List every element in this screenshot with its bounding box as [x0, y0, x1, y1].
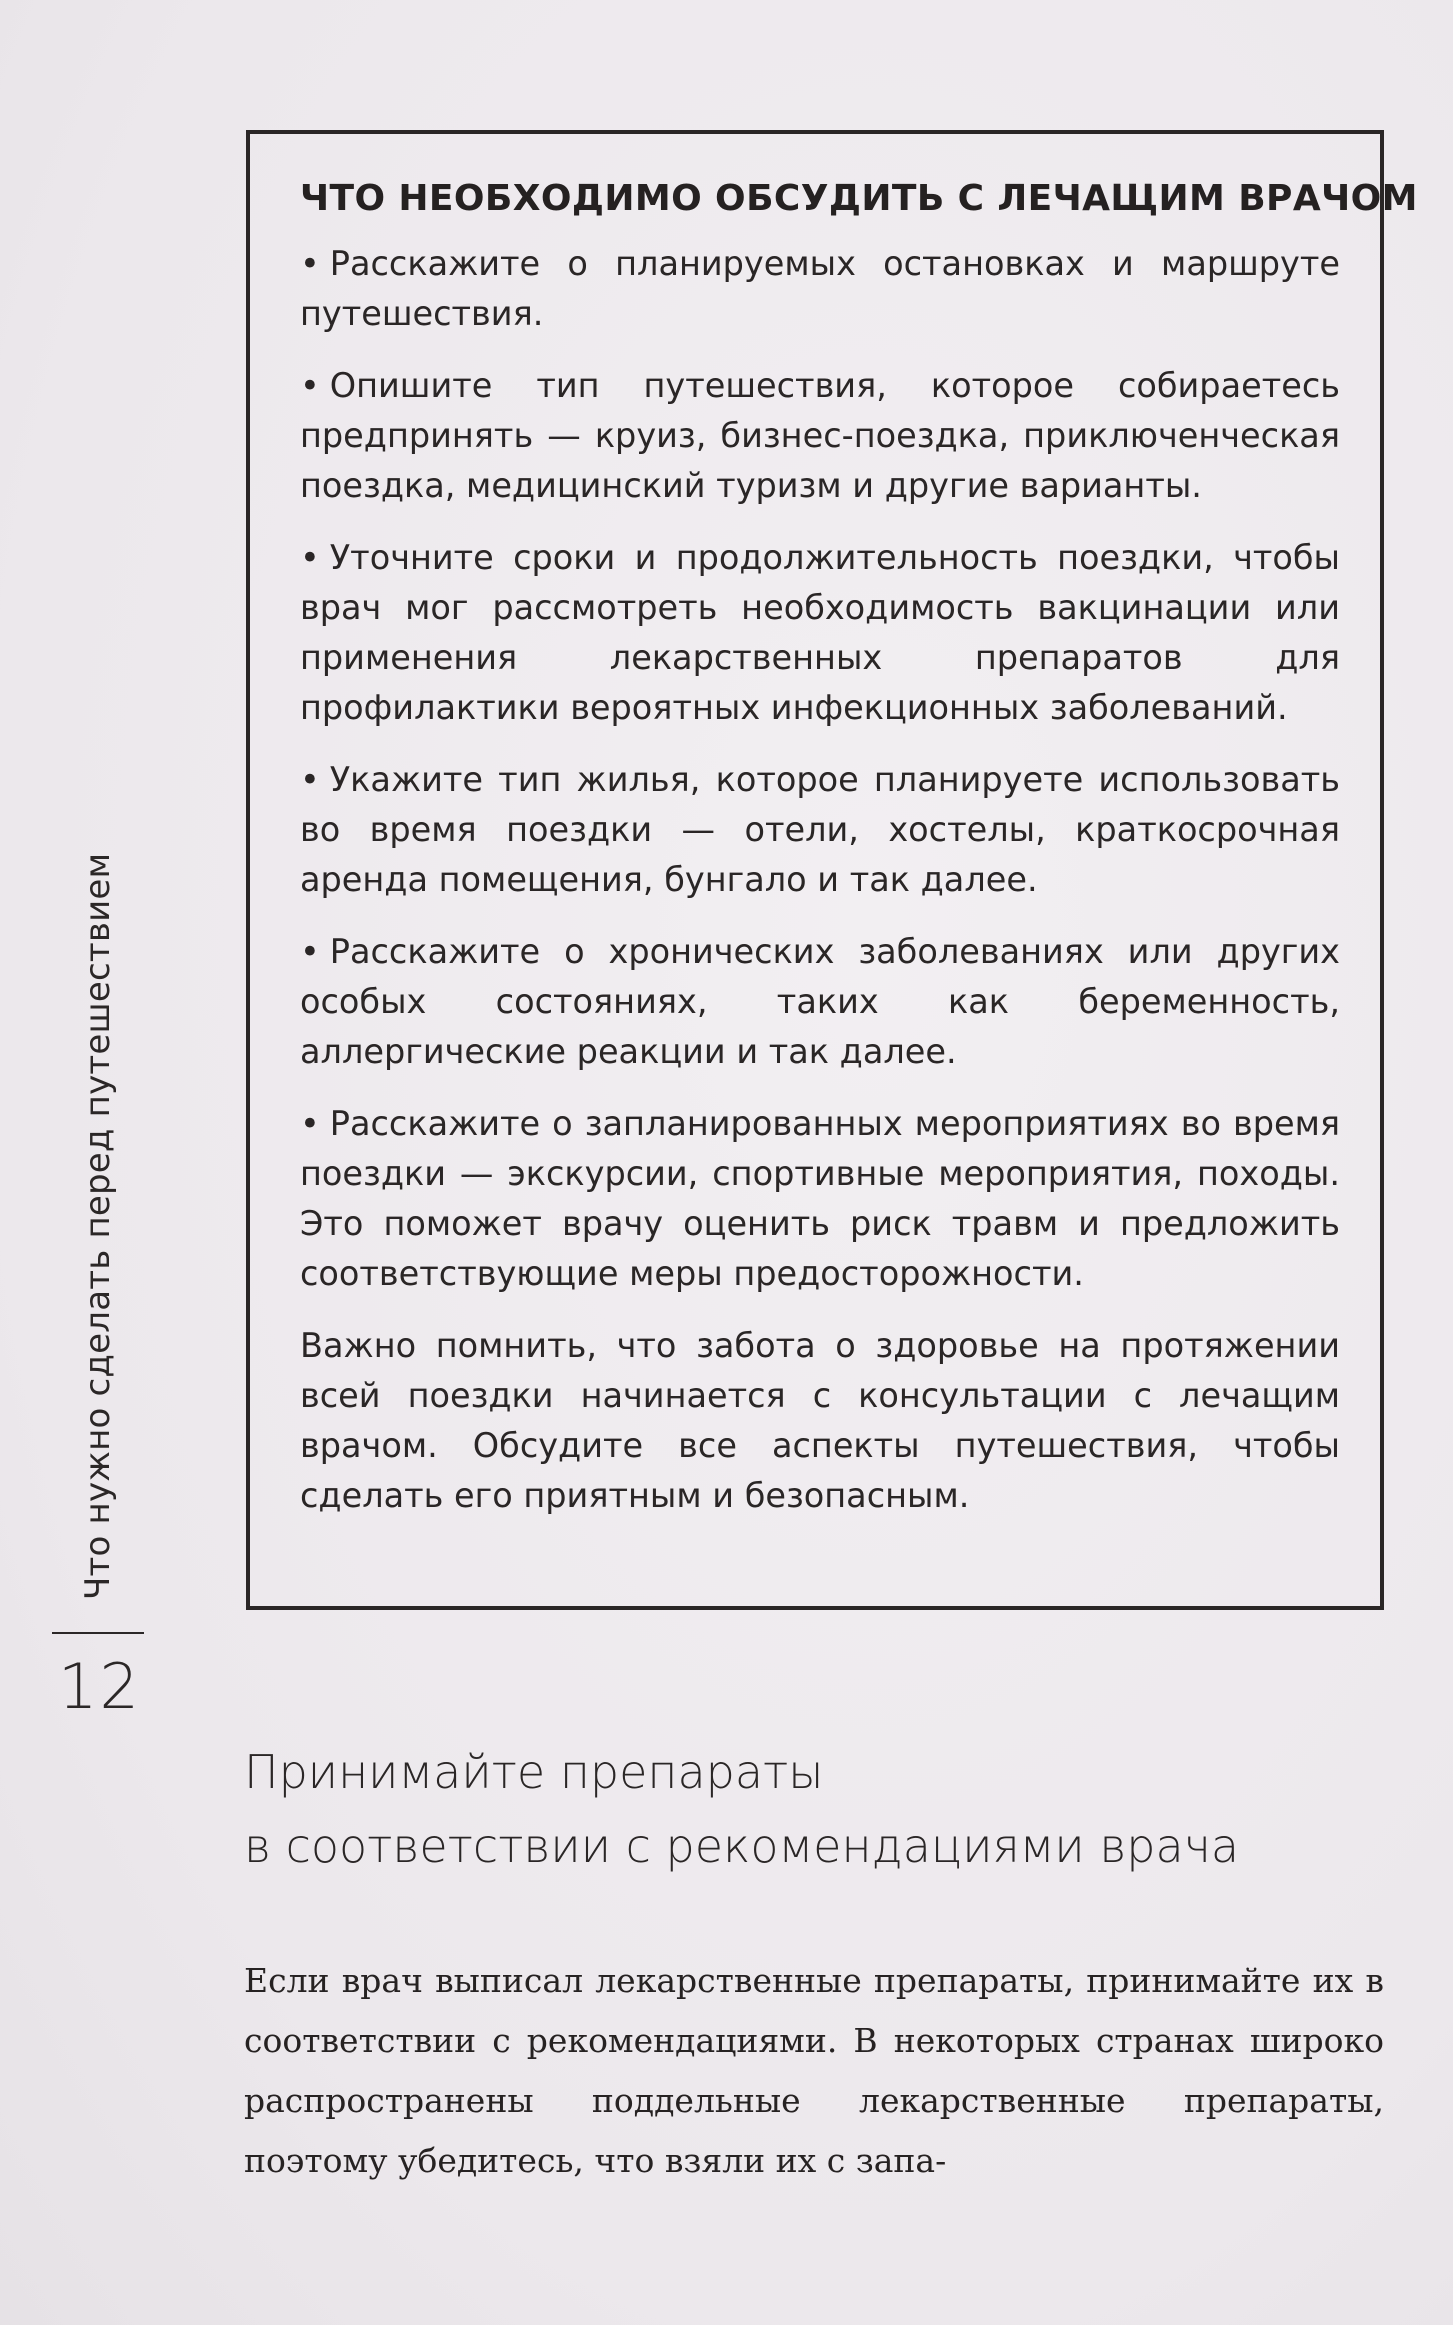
checklist-closing-note: Важно помнить, что забота о здоровье на протяжении всей поездки начинается с консультации с лечащим врачом. Обсудите все аспекты путешествия, чтобы сделать его приятным и безопасным. — [300, 1326, 1340, 1515]
checklist-item-text: Уточните сроки и продолжительность поездки, чтобы врач мог рассмотреть необходимость вакцинации или применения лекарственных препаратов для профилактики вероятных инфекционных заболеваний. — [300, 538, 1340, 727]
checklist-item-trip-type — [300, 361, 1340, 511]
running-header: Что нужно сделать перед путешествием — [78, 852, 118, 1600]
bullet-icon: • — [300, 244, 320, 283]
checklist-item-text: Укажите тип жилья, которое планируете использовать во время поездки — отели, хостелы, краткосрочная аренда помещения, бунгало и так далее. — [300, 760, 1340, 899]
bullet-icon: • — [300, 538, 320, 577]
discussion-checklist-box — [246, 130, 1418, 1610]
checklist-item-activities — [300, 1099, 1340, 1299]
section-heading — [244, 1735, 1384, 1883]
checklist-item-route — [300, 239, 1340, 339]
section-heading-line-1: Принимайте препараты — [244, 1745, 824, 1799]
checklist-title: ЧТО НЕОБХОДИМО ОБСУДИТЬ С ЛЕЧАЩИМ ВРАЧОМ — [300, 178, 1418, 219]
checklist-item-text: Расскажите о запланированных мероприятиях во время поездки — экскурсии, спортивные мероприятия, походы. Это поможет врачу оценить риск травм и предложить соответствующие меры предосторожности. — [300, 1104, 1340, 1293]
margin-divider — [52, 1632, 144, 1634]
bullet-icon: • — [300, 932, 320, 971]
page-number: 12 — [58, 1650, 141, 1723]
checklist-item-text: Расскажите о хронических заболеваниях или других особых состояниях, таких как беременность, аллергические реакции и так далее. — [300, 932, 1340, 1071]
section-heading-line-2: в соответствии с рекомендациями врача — [244, 1819, 1240, 1873]
checklist-item-dates — [300, 533, 1340, 733]
checklist-item-text: Расскажите о планируемых остановках и маршруте путешествия. — [300, 244, 1340, 333]
bullet-icon: • — [300, 366, 320, 405]
checklist-item-text: Опишите тип путешествия, которое собираетесь предпринять — круиз, бизнес-поездка, приключенческая поездка, медицинский туризм и другие варианты. — [300, 366, 1340, 505]
section-body-paragraph: Если врач выписал лекарственные препараты, принимайте их в соответствии с рекомендациями. В некоторых странах широко распространены поддельные лекарственные препараты, поэтому убедитесь, что взяли их с запа- — [244, 1961, 1384, 2180]
bullet-icon: • — [300, 1104, 320, 1143]
bullet-icon: • — [300, 760, 320, 799]
checklist-item-accommodation — [300, 755, 1340, 905]
checklist-item-conditions — [300, 927, 1340, 1077]
